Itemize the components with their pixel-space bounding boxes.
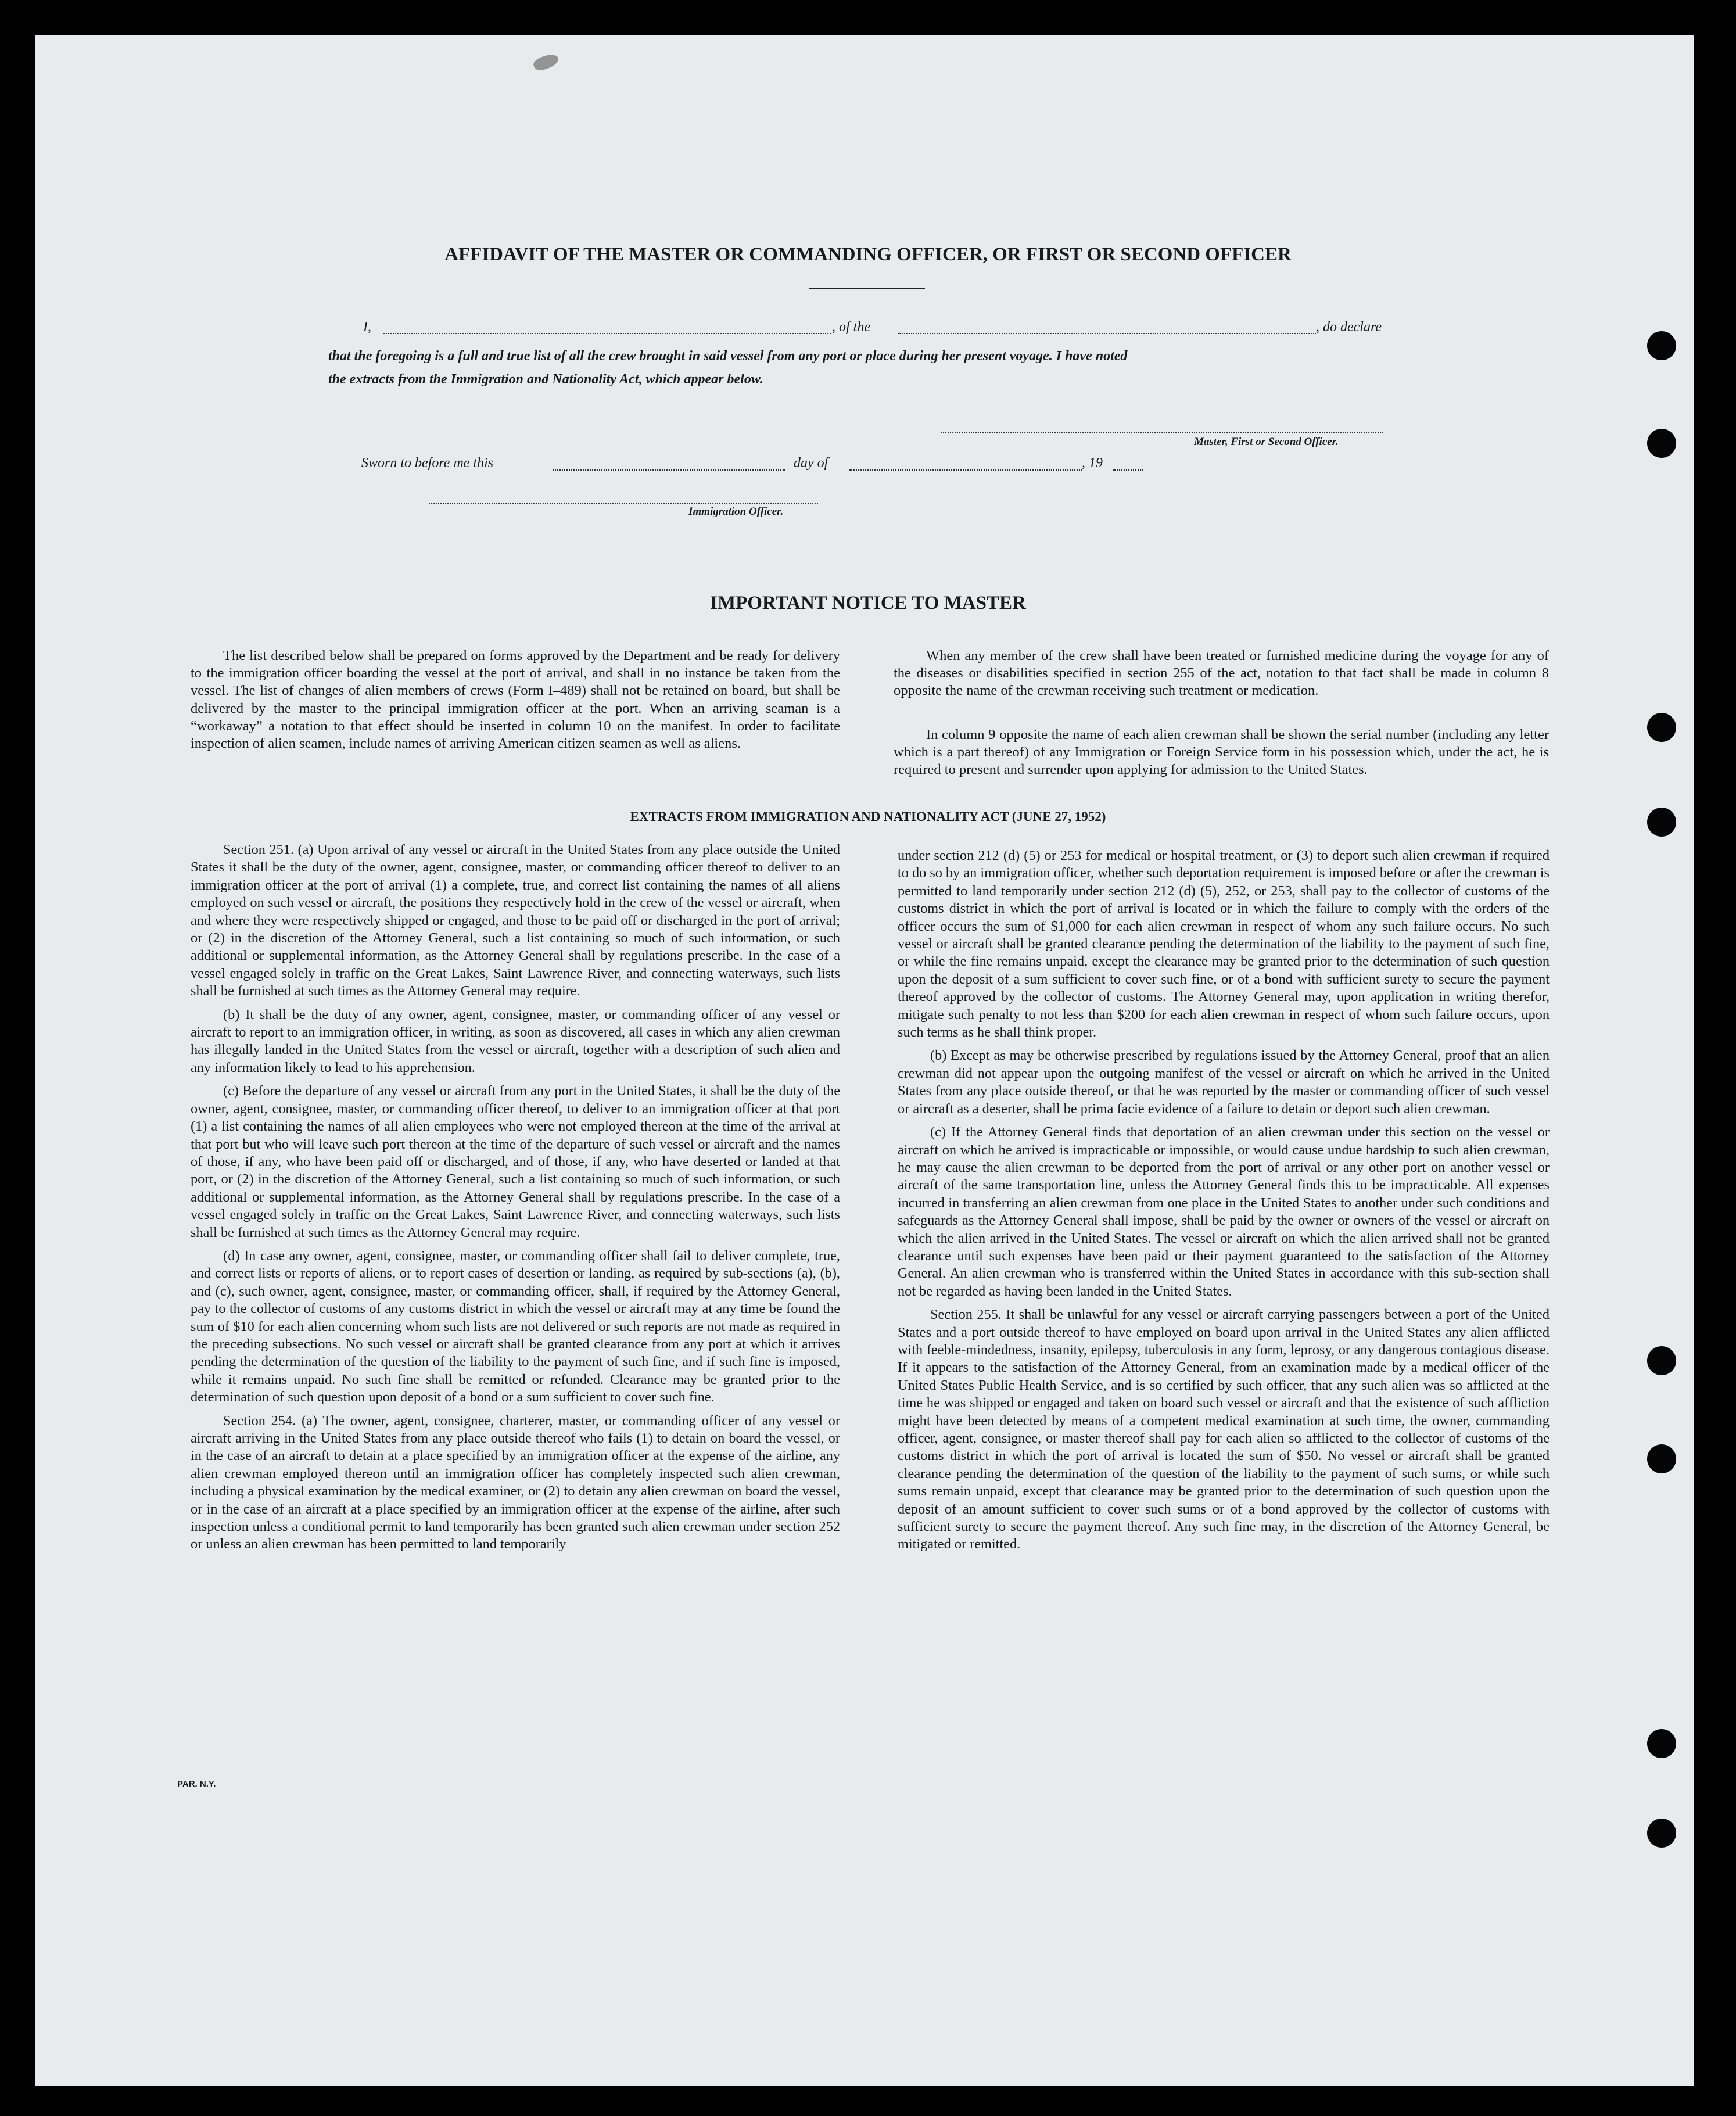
do-declare-label: , do declare — [1316, 320, 1382, 335]
affidavit-title: AFFIDAVIT OF THE MASTER OR COMMANDING OFFICER, OR FIRST OR SECOND OFFICER — [444, 244, 1292, 265]
sworn-day-field[interactable] — [553, 469, 785, 471]
extracts-heading: EXTRACTS FROM IMMIGRATION AND NATIONALITY ACT (JUNE 27, 1952) — [630, 809, 1106, 824]
sworn-year-field[interactable] — [1113, 469, 1143, 471]
master-signature-field[interactable] — [941, 432, 1383, 433]
title-underline — [809, 288, 925, 289]
extracts-left-column — [191, 841, 840, 1559]
affiant-label: I, — [363, 320, 371, 335]
extracts-right-column — [898, 847, 1550, 1559]
binder-hole — [1647, 713, 1676, 742]
affiant-name-field[interactable] — [383, 333, 831, 334]
master-caption: Master, First or Second Officer. — [1194, 436, 1339, 448]
binder-hole — [1647, 1819, 1676, 1848]
section-255: Section 255. It shall be unlawful for any vessel or aircraft carrying passengers between a port of the United States and a port outside thereof to have employed on board upon arrival in the United States any alien afflicted with feeble-mindedness, insanity, epilepsy, tuberculosis in any form, leprosy, or any dangerous contagious disease. If it appears to the satisfaction of the Attorney General, from an examination made by a medical officer of the United States Public Health Service, and is so certified by such officer, that any such alien was so afflicted at the time he was shipped or engaged and taken on board such vessel or aircraft and that the existence of such affliction might have been detected by means of a competent medical examination at such time, the owner, commanding officer, agent, consignee, or master thereof shall pay for each alien so afflicted to the collector of customs of the customs district in which the port of arrival is located the sum of $50. No vessel or aircraft shall be granted clearance pending the determination of the question of the liability to the payment of such sums, or while such sums remain unpaid, except that clearance may be granted prior to the determination of such question upon the deposit of an amount sufficient to cover such sums or of a bond approved by the collector of customs with sufficient surety to secure the payment thereof. Any such fine may, in the discretion of the Attorney General, be mitigated or remitted. — [898, 1307, 1550, 1552]
of-the-label: , of the — [832, 320, 870, 335]
binder-hole — [1647, 331, 1676, 360]
printer-imprint: PAR. N.Y. — [177, 1779, 216, 1789]
section-251-d: (d) In case any owner, agent, consignee, master, or commanding officer shall fail to deliver complete, true, and correct lists or reports of aliens, or to report cases of desertion or landing, as required by sub-sections (a), (b), and (c), such owner, agent, consignee, master, or commanding officer, shall, if required by the Attorney General, pay to the collector of customs of any customs district in which the vessel or aircraft may at any time be found the sum of $10 for each alien concerning whom such lists are not delivered or such reports are not made as required in the preceding subsections. No such vessel or aircraft shall be granted clearance from any port at which it arrives pending the determination of the question of the liability to the payment of such fine, and if such fine is imposed, while it remains unpaid. No such fine shall be remitted or refunded. Clearance may be granted prior to the determination of such question upon deposit of a bond or a sum sufficient to cover such fine. — [191, 1247, 840, 1405]
binder-hole — [1647, 1346, 1676, 1375]
day-of-label: day of — [794, 456, 828, 471]
notice-right-paragraph-2: In column 9 opposite the name of each alien crewman shall be shown the serial number (including any letter which is a part thereof) of any Immigration or Foreign Service form in his possession which, under the act, he is required to present and surrender upon applying for admission to the United States. — [894, 727, 1549, 778]
binder-hole — [1647, 429, 1676, 458]
binder-hole — [1647, 1729, 1676, 1758]
section-251-a: Section 251. (a) Upon arrival of any vessel or aircraft in the United States from any place outside the United States it shall be the duty of the owner, agent, consignee, master, or commanding officer thereof to deliver to an immigration officer at the port of arrival (1) a complete, true, and correct list containing the names of all aliens employed on such vessel or aircraft, the positions they respectively hold in the crew of the vessel or aircraft, when and where they were respectively shipped or engaged, and those to be paid off or discharged in the port of arrival; or (2) in the discretion of the Attorney General, such a list containing so much of such information, or such additional or supplemental information, as the Attorney General shall by regulations prescribe. In the case of a vessel engaged solely in traffic on the Great Lakes, Saint Lawrence River, and connecting waterways, such lists shall be furnished at such times as the Attorney General may require. — [191, 842, 840, 999]
notice-left-paragraph: The list described below shall be prepared on forms approved by the Department and be ready for delivery to the immigration officer boarding the vessel at the port of arrival, and shall in no instance be taken from the vessel. The list of changes of alien members of crews (Form I–489) shall not be retained on board, but shall be delivered by the master to the principal immigration officer at the port. When an arriving seaman is a “workaway” a notation to that effect should be inserted in column 10 on the manifest. In order to facilitate inspection of alien seamen, include names of arriving American citizen seamen as well as aliens. — [191, 648, 840, 752]
affidavit-statement-line2: the extracts from the Immigration and Nationality Act, which appear below. — [328, 372, 763, 387]
vessel-name-field[interactable] — [898, 333, 1316, 334]
affidavit-statement-line1: that the foregoing is a full and true list of all the crew brought in said vessel from any port or place during her present voyage. I have noted — [328, 349, 1128, 364]
officer-caption: Immigration Officer. — [688, 505, 784, 518]
year-label: , 19 — [1082, 456, 1103, 471]
sworn-month-field[interactable] — [849, 469, 1082, 471]
notice-right-paragraph-1: When any member of the crew shall have been treated or furnished medicine during the voyage for any of the diseases or disabilities specified in section 255 of the act, notation to that fact shall be made in column 8 opposite the name of the crewman receiving such treatment or medication. — [894, 648, 1549, 699]
section-251-c: (c) Before the departure of any vessel or aircraft from any port in the United States, it shall be the duty of the owner, agent, consignee, master, or commanding officer thereof, to deliver to an immigration officer at that port (1) a list containing the names of all alien employees who were not employed thereon at the time of the arrival at that port but who will leave such port thereon at the time of the departure of such vessel or aircraft and the names of those, if any, who have been paid off or discharged, and of those, if any, who have deserted or landed at that port, or (2) in the discretion of the Attorney General, such a list containing so much of such information, or such additional or supplemental information, as the Attorney General shall by regulations prescribe. In the case of a vessel engaged solely in traffic on the Great Lakes, Saint Lawrence River, and connecting waterways, such lists shall be furnished at such times as the Attorney General may require. — [191, 1083, 840, 1240]
section-254-b: (b) Except as may be otherwise prescribed by regulations issued by the Attorney General, proof that an alien crewman did not appear upon the outgoing manifest of the vessel or aircraft on which he arrived in the United States from any place outside thereof, or that he was reported by the master or commanding officer of such vessel or aircraft as a deserter, shall be prima facie evidence of a failure to detain or deport such alien crewman. — [898, 1048, 1550, 1117]
section-251-b: (b) It shall be the duty of any owner, agent, consignee, master, or commanding officer of any vessel or aircraft to report to an immigration officer, in writing, as soon as discovered, all cases in which any alien crewman has illegally landed in the United States from the vessel or aircraft, together with a description of such alien and any information likely to lead to his apprehension. — [191, 1006, 840, 1075]
notice-title: IMPORTANT NOTICE TO MASTER — [710, 593, 1026, 614]
section-254-c: (c) If the Attorney General finds that deportation of an alien crewman under this section on the vessel or aircraft on which he arrived is impracticable or impossible, or would cause undue hardship to such alien crewman, he may cause the alien crewman to be deported from the port of arrival or any other port on another vessel or aircraft of the same transportation line, unless the Attorney General finds this to be impracticable. All expenses incurred in transferring an alien crewman from one place in the United States to another under such conditions and safeguards as the Attorney General shall impose, shall be paid by the owner or owners of the vessel or aircraft on which the alien arrived in the United States. The vessel or aircraft on which the alien arrived shall not be granted clearance until such expenses have been paid or their payment guaranteed to the satisfaction of the Attorney General. An alien crewman who is transferred within the United States in accordance with this sub-section shall not be regarded as having been landed in the United States. — [898, 1124, 1550, 1299]
binder-hole — [1647, 1444, 1676, 1473]
section-254-a: Section 254. (a) The owner, agent, consignee, charterer, master, or commanding officer of any vessel or aircraft arriving in the United States from any place outside thereof who fails (1) to detain on board the vessel, or in the case of an aircraft to detain at a place specified by an immigration officer at the expense of the airline, any alien crewman employed thereon until an immigration officer has completely inspected such alien crewman, including a physical examination by the medical examiner, or (2) to detain any alien crewman on board the vessel, or in the case of an aircraft at a place specified by an immigration officer at the expense of the airline, after such inspection unless a conditional permit to land temporarily has been granted such alien crewman under section 252 or unless an alien crewman has been permitted to land temporarily — [191, 1412, 840, 1552]
sworn-label: Sworn to before me this — [361, 456, 494, 471]
section-254-a-continued: under section 212 (d) (5) or 253 for medical or hospital treatment, or (3) to deport such alien crewman if required to do so by an immigration officer, whether such deportation requirement is imposed before or after the crewman is permitted to land temporarily under section 212 (d) (5), 252, or 253, shall pay to the collector of customs of the customs district in which the port of arrival is located or in which the failure to comply with the orders of the officer occurs the sum of $1,000 for each alien crewman in respect of whom any such failure occurs. No such vessel or aircraft shall be granted clearance pending the determination of the liability to the payment of such fine, or while the fine remains unpaid, except the clearance may be granted prior to the determination of such question upon the deposit of a sum sufficient to cover such fine, or of a bond with sufficient surety to secure the payment thereof approved by the collector of customs. The Attorney General may, upon application in writing therefor, mitigate such penalty to not less than $200 for each alien crewman in respect of whom such failure occurs, upon such terms as he shall think proper. — [898, 848, 1550, 1041]
officer-signature-field[interactable] — [429, 503, 818, 504]
